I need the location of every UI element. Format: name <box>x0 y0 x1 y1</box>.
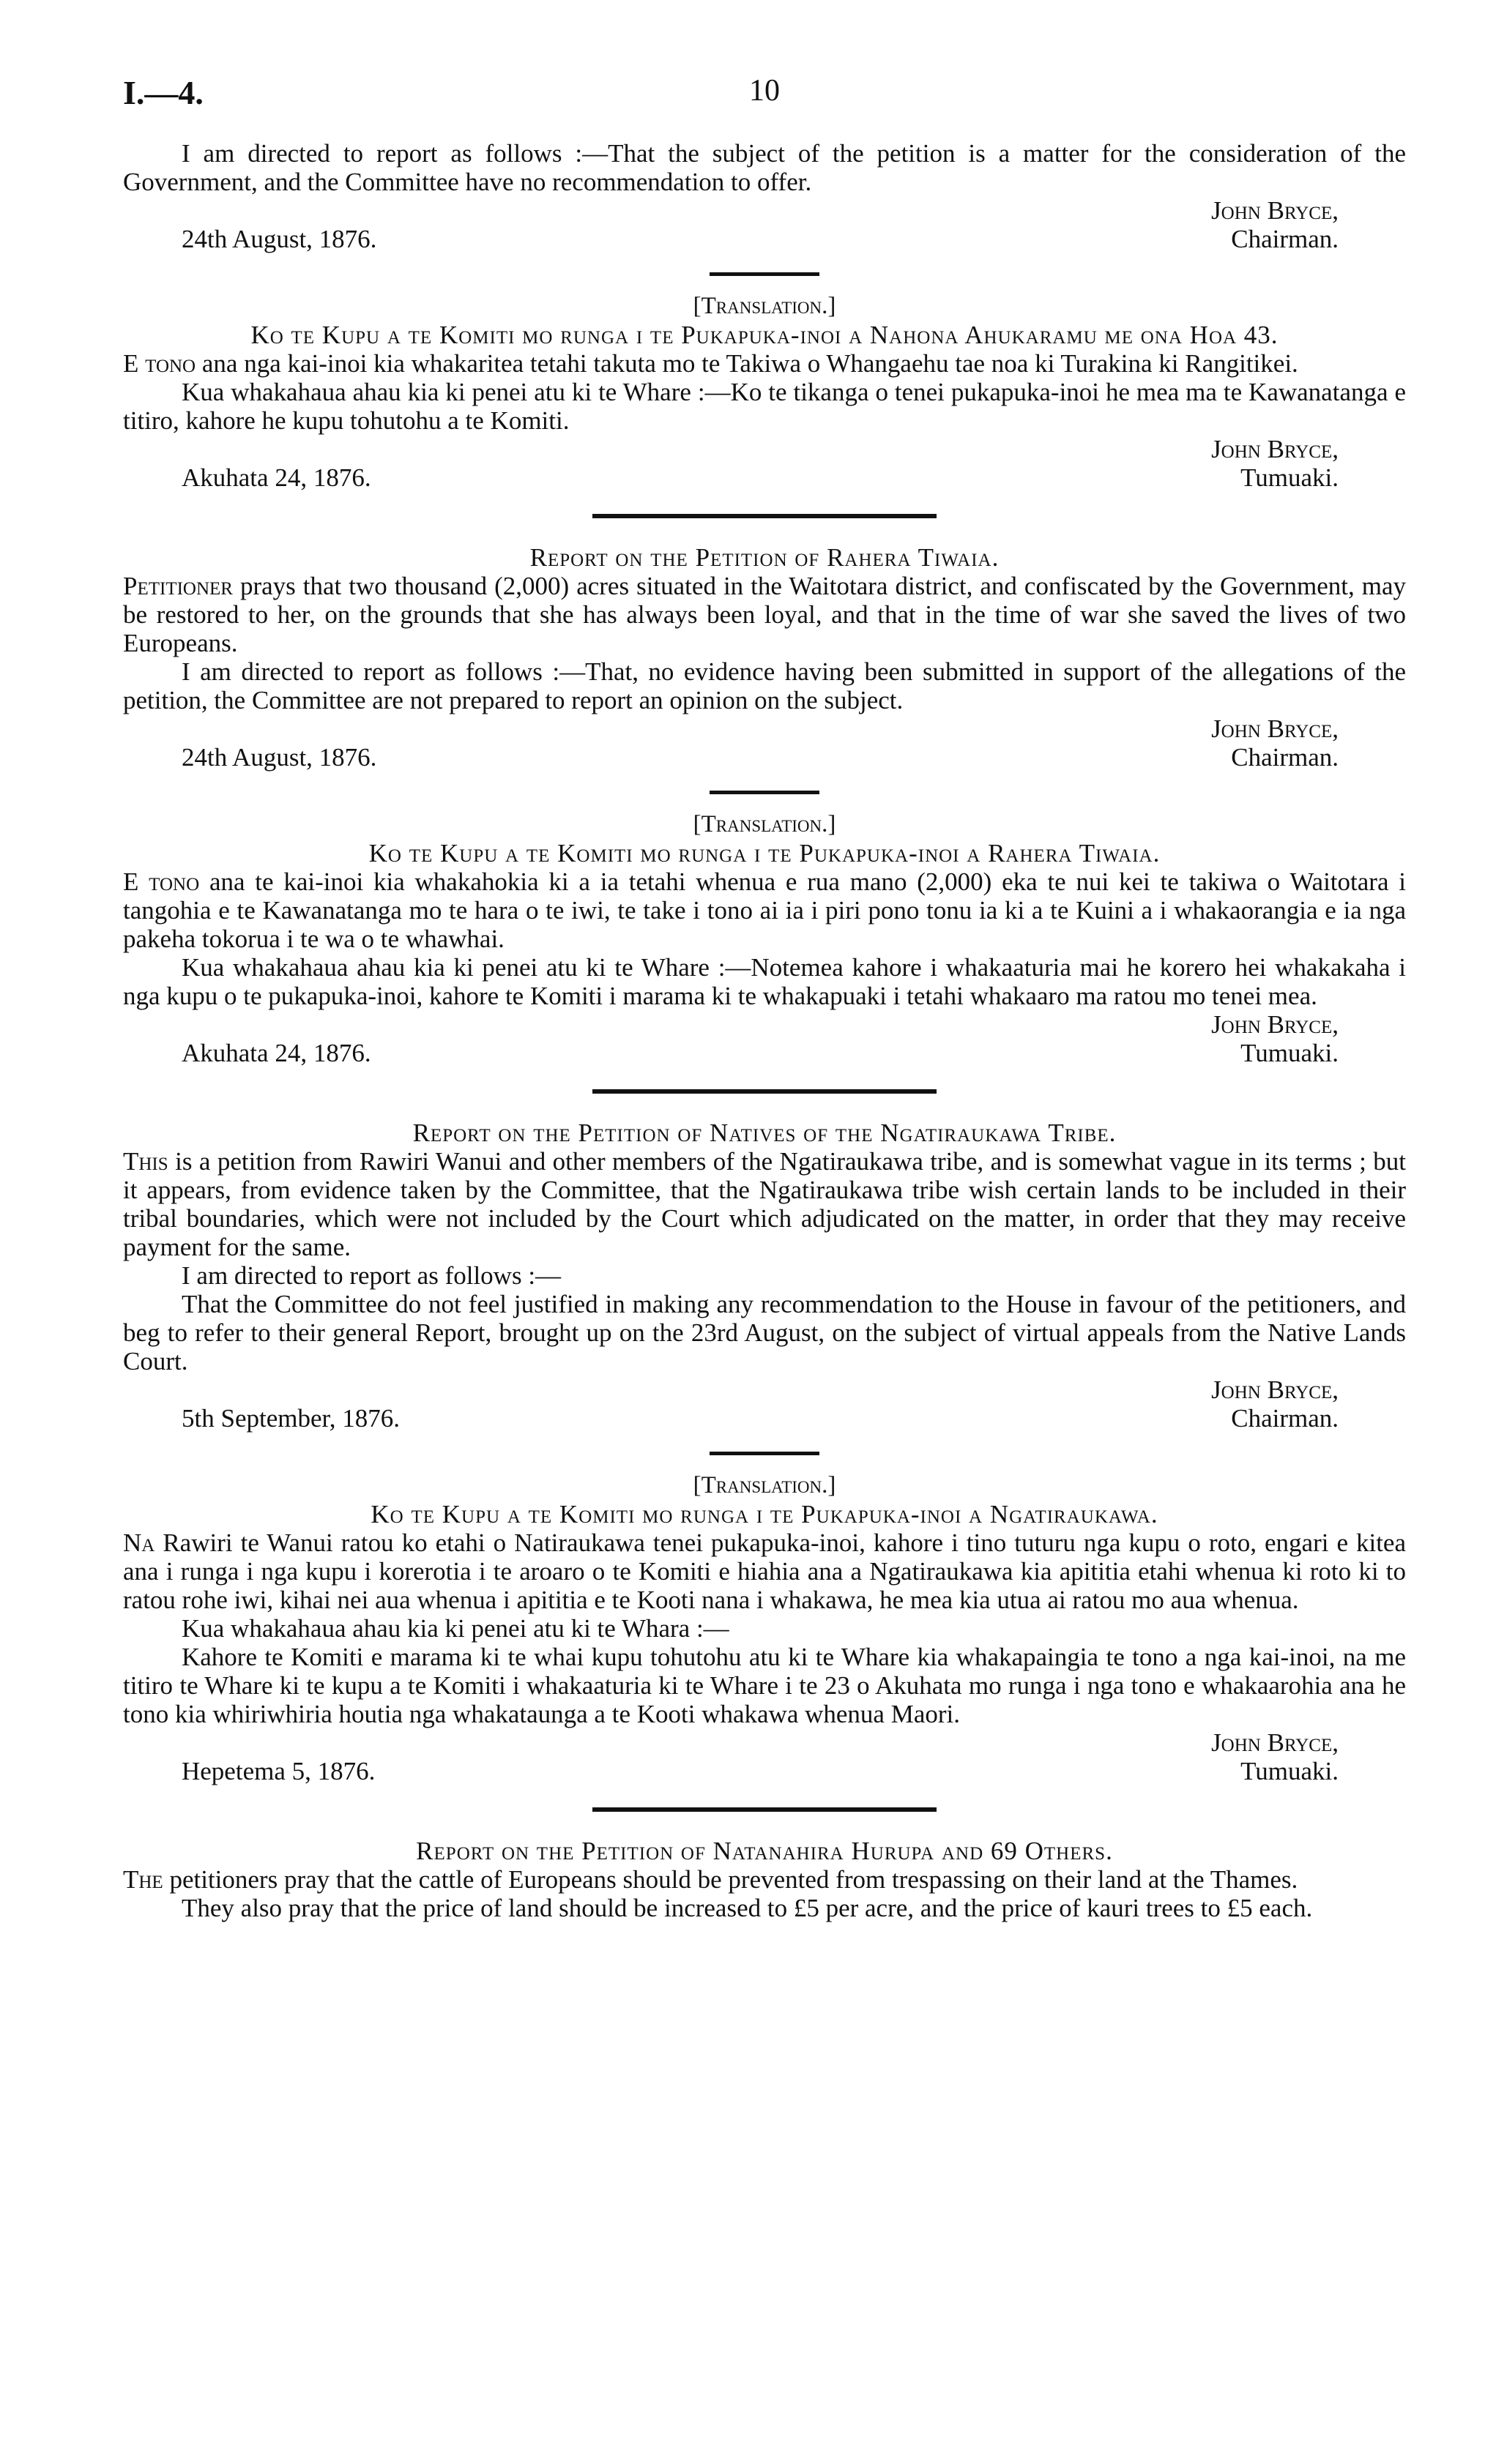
signature-block <box>123 1010 1406 1067</box>
signatory-title: Chairman. <box>1231 1404 1339 1433</box>
report-paragraph: They also pray that the price of land should be increased to £5 per acre, and the price of kauri trees to £5 each. <box>182 1894 1313 1922</box>
report-heading: Report on the Petition of Rahera Tiwaia. <box>529 543 1000 572</box>
section-divider-long <box>592 1807 937 1812</box>
signature-block <box>123 714 1406 772</box>
translation-section-ngatiraukawa <box>123 1471 1406 1785</box>
signatory-name: John Bryce, <box>1211 714 1339 743</box>
signatory-title: Tumuaki. <box>1240 1039 1339 1067</box>
paragraph-lead: E tono <box>123 867 200 896</box>
translation-paragraph: Na Rawiri te Wanui ratou ko etahi o Natiraukawa tenei pukapuka-inoi, kahore i tino tuturu nga kupu o roto, engari e kitea ana i runga i nga kupu i korerotia i te aroaro o te Komiti e hiahia ana a Ngatiraukawa kia apititia etahi whenua ki roto ki to ratou rohe iwi, kihai nei aua whenua i apititia e te Kooti nana i whakawa, he mea kia utua ai ratou mo aua whenua. <box>123 1528 1406 1614</box>
report-paragraph: That the Committee do not feel justified in making any recommendation to the House in favour of the petitioners, and beg to refer to their general Report, brought up on the 23rd August, on the subject of virtual appeals from the Native Lands Court. <box>123 1290 1406 1375</box>
report-paragraph: Petitioner prays that two thousand (2,000) acres situated in the Waitotara district, and confiscated by the Government, may be restored to her, on the grounds that she has always been loyal, and that in the time of war she saved the lives of two Europeans. <box>123 572 1406 657</box>
signatory-name: John Bryce, <box>1211 1728 1339 1757</box>
translation-section-rahera-tiwaia <box>123 810 1406 1067</box>
translation-heading: Ko te Kupu a te Komiti mo runga i te Pukapuka-inoi a Nahona Ahukaramu me ona Hoa 43. <box>250 321 1279 349</box>
report-paragraph: I am directed to report as follows :— <box>182 1261 562 1290</box>
translation-paragraph: Kua whakahaua ahau kia ki penei atu ki te Whara :— <box>182 1614 729 1643</box>
report-date: Hepetema 5, 1876. <box>182 1757 376 1785</box>
report-date: Akuhata 24, 1876. <box>182 463 371 492</box>
signature-block <box>123 1728 1406 1785</box>
translation-section-nahona <box>123 292 1406 492</box>
report-paragraph: This is a petition from Rawiri Wanui and other members of the Ngatiraukawa tribe, and is somewhat vague in its terms ; but it appears, from evidence taken by the Committee, that the Ngatiraukawa tribe wish certain lands to be included in their tribal boundaries, which were not included by the Court which adjudicated on the matter, in order that they may receive payment for the same. <box>123 1147 1406 1261</box>
signatory-title: Tumuaki. <box>1240 463 1339 492</box>
page-header <box>123 73 1406 139</box>
signature-block <box>123 435 1406 492</box>
translation-label: [Translation.] <box>693 811 836 837</box>
translation-paragraph: Kua whakahaua ahau kia ki penei atu ki te Whare :—Notemea kahore i whakaaturia mai he korero hei whakakaha i nga kupu o te pukapuka-inoi, kahore te Komiti i marama ki te whakapuaki i tetahi whakaaro ma ratou mo tenei mea. <box>123 953 1406 1010</box>
translation-heading: Ko te Kupu a te Komiti mo runga i te Pukapuka-inoi a Ngatiraukawa. <box>371 1500 1158 1528</box>
section-divider-short <box>710 272 819 276</box>
report-section-continuation <box>123 139 1406 253</box>
report-date: 24th August, 1876. <box>182 743 377 772</box>
signatory-name: John Bryce, <box>1211 1375 1339 1404</box>
report-date: 24th August, 1876. <box>182 225 377 253</box>
paragraph-lead: This <box>123 1147 168 1176</box>
translation-paragraph: E tono ana nga kai-inoi kia whakaritea tetahi takuta mo te Takiwa o Whangaehu tae noa ki Turakina ki Rangitikei. <box>123 349 1298 378</box>
signature-block <box>123 1375 1406 1433</box>
paragraph-lead: Petitioner <box>123 572 233 600</box>
report-heading: Report on the Petition of Natives of the Ngatiraukawa Tribe. <box>412 1119 1117 1147</box>
translation-label: [Translation.] <box>693 293 836 319</box>
signatory-name: John Bryce, <box>1211 196 1339 225</box>
section-divider-long <box>592 1089 937 1094</box>
section-divider-long <box>592 514 937 518</box>
section-divider-short <box>710 1452 819 1455</box>
signatory-title: Chairman. <box>1231 225 1339 253</box>
paper-reference: I.—4. <box>123 74 204 111</box>
document-page <box>123 73 1406 1922</box>
paragraph-lead: Na <box>123 1528 155 1557</box>
section-divider-short <box>710 791 819 794</box>
signatory-title: Tumuaki. <box>1240 1757 1339 1785</box>
report-date: 5th September, 1876. <box>182 1404 400 1433</box>
report-section-natanahira-hurupa <box>123 1837 1406 1922</box>
report-heading: Report on the Petition of Natanahira Hurupa and 69 Others. <box>416 1837 1113 1865</box>
report-paragraph: I am directed to report as follows :—That, no evidence having been submitted in support of the allegations of the petition, the Committee are not prepared to report an opinion on the subject. <box>123 657 1406 714</box>
report-date: Akuhata 24, 1876. <box>182 1039 371 1067</box>
translation-paragraph: Kua whakahaua ahau kia ki penei atu ki te Whare :—Ko te tikanga o tenei pukapuka-inoi he mea ma te Kawanatanga e titiro, kahore he kupu tohutohu a te Komiti. <box>123 378 1406 435</box>
paragraph-lead: The <box>123 1865 163 1894</box>
report-paragraph: I am directed to report as follows :—That the subject of the petition is a matter for the consideration of the Government, and the Committee have no recommendation to offer. <box>123 139 1406 196</box>
report-section-ngatiraukawa <box>123 1119 1406 1433</box>
page-number: 10 <box>749 74 780 108</box>
signatory-name: John Bryce, <box>1211 435 1339 463</box>
translation-paragraph: Kahore te Komiti e marama ki te whai kupu tohutohu atu ki te Whare kia whakapaingia te tono a nga kai-inoi, na me titiro te Whare ki te kupu a te Komiti i whakaaturia ki te Whare i te 23 o Akuhata mo runga i nga tono e whakaarohia ana he tono kia whiriwhiria houtia nga whakataunga a te Kooti whakawa whenua Maori. <box>123 1643 1406 1728</box>
translation-label: [Translation.] <box>693 1472 836 1498</box>
paragraph-lead: E tono <box>123 349 196 378</box>
translation-heading: Ko te Kupu a te Komiti mo runga i te Pukapuka-inoi a Rahera Tiwaia. <box>368 839 1161 867</box>
signatory-title: Chairman. <box>1231 743 1339 772</box>
signatory-name: John Bryce, <box>1211 1010 1339 1039</box>
report-section-rahera-tiwaia <box>123 543 1406 772</box>
signature-block <box>123 196 1406 253</box>
translation-paragraph: E tono ana te kai-inoi kia whakahokia ki a ia tetahi whenua e rua mano (2,000) eka te nui kei te takiwa o Waitotara i tangohia e te Kawanatanga mo te hara o te iwi, te take i tono ai ia i piri pono tonu ia ki a te Kuini a i whakaorangia e ia nga pakeha tokorua i te wa o te whawhai. <box>123 867 1406 953</box>
report-paragraph: The petitioners pray that the cattle of Europeans should be prevented from trespassing on their land at the Thames. <box>123 1865 1298 1894</box>
